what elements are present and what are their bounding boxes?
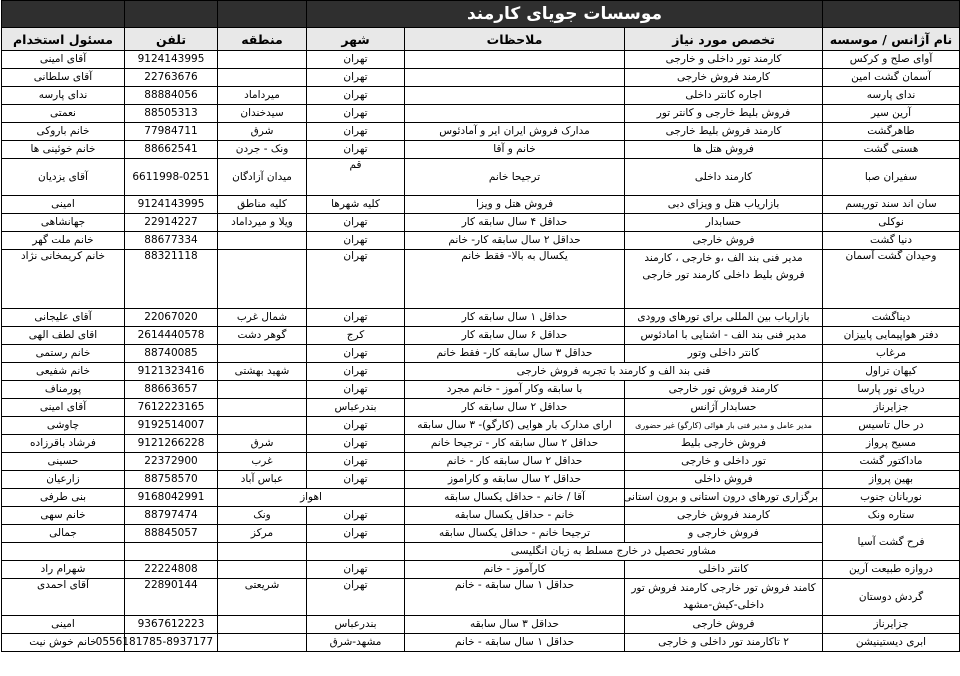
area-cell: شمال غرب <box>218 309 307 327</box>
title-filler-left-3 <box>2 1 125 28</box>
title-row <box>2 1 960 28</box>
agency-cell: دفتر هواپیمایی پاییزان <box>823 327 960 345</box>
table-row <box>2 381 960 399</box>
area-cell: مرکز <box>218 525 307 543</box>
area-cell: میدان آزادگان <box>218 159 307 196</box>
area-cell: عباس آباد <box>218 471 307 489</box>
phone-cell: 88663657 <box>125 381 218 399</box>
phone-cell: 9168042991 <box>125 489 218 507</box>
specialty-cell: کارمند فروش تور خارجی <box>625 381 823 399</box>
table-row <box>2 309 960 327</box>
phone-cell: 9121266228 <box>125 435 218 453</box>
phone-cell: 7612223165 <box>125 399 218 417</box>
area-cell <box>218 250 307 309</box>
phone-cell: 9121323416 <box>125 363 218 381</box>
contact-cell: خانم باروکی <box>2 123 125 141</box>
agency-cell: آسمان گشت امین <box>823 69 960 87</box>
notes-cell: حداقل ۲ سال سابقه کار - ترجیحا خانم <box>405 435 625 453</box>
city-cell: تهران <box>307 525 405 543</box>
contact-cell: آقای یزدیان <box>2 159 125 196</box>
notes-cell: حداقل ۱ سال سابقه کار <box>405 309 625 327</box>
phone-cell: 88740085 <box>125 345 218 363</box>
header-row <box>2 28 960 51</box>
notes-cell <box>405 69 625 87</box>
title-filler-right <box>823 1 960 28</box>
area-cell <box>218 381 307 399</box>
phone-cell: 88321118 <box>125 250 218 309</box>
table-row <box>2 141 960 159</box>
city-cell <box>307 543 405 561</box>
table-row <box>2 579 960 616</box>
agency-cell: دنیا گشت <box>823 232 960 250</box>
city-cell: تهران <box>307 435 405 453</box>
notes-cell: کارآموز - خانم <box>405 561 625 579</box>
area-cell <box>218 417 307 435</box>
city-cell: تهران <box>307 507 405 525</box>
notes-cell: ترجیحا خانم - حداقل یکسال سابقه <box>405 525 625 543</box>
specialty-cell: مدیر عامل و مدیر فنی بار هوائی (کارگو) غیر حضوری <box>625 417 823 435</box>
contact-cell: خانم سهی <box>2 507 125 525</box>
notes-cell: خانم - حداقل یکسال سابقه <box>405 507 625 525</box>
city-cell: بندرعباس <box>307 616 405 634</box>
phone-cell: 88505313 <box>125 105 218 123</box>
phone-cell: 88758570 <box>125 471 218 489</box>
specialty-cell: فروش بلیط خارجی و کانتر تور <box>625 105 823 123</box>
contact-cell: نعمتی <box>2 105 125 123</box>
table-row <box>2 417 960 435</box>
city-cell: بندرعباس <box>307 399 405 417</box>
notes-cell: حداقل ۱ سال سابقه - خانم <box>405 579 625 616</box>
contact-cell: خانم خوش نیت <box>2 634 125 652</box>
city-cell: تهران <box>307 453 405 471</box>
notes-cell: حداقل ۲ سال سابقه کار- خانم <box>405 232 625 250</box>
agency-cell: هستی گشت <box>823 141 960 159</box>
specialty-cell: فروش خارجی بلیط <box>625 435 823 453</box>
area-cell: ویلا و میرداماد <box>218 214 307 232</box>
area-cell: شرق <box>218 123 307 141</box>
phone-cell: 22224808 <box>125 561 218 579</box>
agency-cell: جزایرناز <box>823 616 960 634</box>
notes-cell: حداقل ۱ سال سابقه - خانم <box>405 634 625 652</box>
specialty-cell: تور داخلی و خارجی <box>625 453 823 471</box>
phone-cell: 88845057 <box>125 525 218 543</box>
table-row <box>2 51 960 69</box>
area-cell: غرب <box>218 453 307 471</box>
notes-cell <box>405 87 625 105</box>
notes-cell: حداقل ۳ سال سابقه <box>405 616 625 634</box>
notes-cell: آقا / خانم - حداقل یکسال سابقه <box>405 489 625 507</box>
phone-cell: 22914227 <box>125 214 218 232</box>
table-row <box>2 214 960 232</box>
phone-cell: 9192514007 <box>125 417 218 435</box>
phone-cell: 0556181785-8937177 <box>125 634 218 652</box>
header-agency: نام آژانس / موسسه <box>823 28 960 51</box>
agency-cell: سفیران صبا <box>823 159 960 196</box>
contact-cell: آقای امینی <box>2 399 125 417</box>
phone-cell <box>125 543 218 561</box>
city-cell: تهران <box>307 309 405 327</box>
specialty-cell: برگزاری تورهای درون استانی و برون استانی <box>625 489 823 507</box>
specialty-cell: کانتر داخلی <box>625 561 823 579</box>
area-cell <box>218 543 307 561</box>
contact-cell: آقای احمدی <box>2 579 125 616</box>
notes-cell: ارای مدارک بار هوایی (کارگو)- ۳ سال سابقه <box>405 417 625 435</box>
area-cell <box>218 399 307 417</box>
notes-cell: حداقل ۲ سال سابقه کار - خانم <box>405 453 625 471</box>
table-row <box>2 69 960 87</box>
city-cell: تهران <box>307 561 405 579</box>
header-notes: ملاحظات <box>405 28 625 51</box>
table-row <box>2 123 960 141</box>
specialty-cell: فروش خارجی <box>625 232 823 250</box>
city-cell: اهواز <box>218 489 405 507</box>
city-cell: تهران <box>307 417 405 435</box>
city-cell: کلیه شهرها <box>307 196 405 214</box>
contact-cell: ندای پارسه <box>2 87 125 105</box>
notes-cell: حداقل ۶ سال سابقه کار <box>405 327 625 345</box>
contact-cell: زارعیان <box>2 471 125 489</box>
specialty-cell-extra: مشاور تحصیل در خارج مسلط به زبان انگلیسی <box>405 543 823 561</box>
header-specialty: تخصص مورد نیاز <box>625 28 823 51</box>
contact-cell: جهانشاهی <box>2 214 125 232</box>
title-filler-left-1 <box>218 1 307 28</box>
city-cell: تهران <box>307 214 405 232</box>
area-cell: شریعتی <box>218 579 307 616</box>
table-row <box>2 232 960 250</box>
phone-cell: 88677334 <box>125 232 218 250</box>
notes-cell: مدارک فروش ایران ایر و آمادئوس <box>405 123 625 141</box>
specialty-cell: فنی بند الف و کارمند با تجربه فروش خارجی <box>405 363 823 381</box>
notes-cell: یکسال به بالا- فقط خانم <box>405 250 625 309</box>
city-cell: تهران <box>307 579 405 616</box>
city-cell: تهران <box>307 381 405 399</box>
agency-cell: طاهرگشت <box>823 123 960 141</box>
city-cell: تهران <box>307 345 405 363</box>
agency-cell: آرین سیر <box>823 105 960 123</box>
city-cell: قم <box>307 159 405 196</box>
table-row <box>2 525 960 543</box>
table-row <box>2 250 960 309</box>
contact-cell: آقای سلطانی <box>2 69 125 87</box>
contact-cell: اقای لطف الهی <box>2 327 125 345</box>
agency-cell: دریای نور پارسا <box>823 381 960 399</box>
notes-cell: حداقل ۳ سال سابقه کار- فقط خانم <box>405 345 625 363</box>
agency-cell: فرح گشت آسیا <box>823 525 960 561</box>
phone-cell: 22067020 <box>125 309 218 327</box>
phone-cell: 9124143995 <box>125 51 218 69</box>
contact-cell: امینی <box>2 196 125 214</box>
recruitment-table <box>1 0 960 652</box>
specialty-cell: مدیر فنی بند الف - اشنایی با امادئوس <box>625 327 823 345</box>
header-contact: مسئول استخدام <box>2 28 125 51</box>
contact-cell: حسینی <box>2 453 125 471</box>
table-row <box>2 471 960 489</box>
specialty-cell: فروش داخلی <box>625 471 823 489</box>
agency-cell: ندای پارسه <box>823 87 960 105</box>
area-cell: ونک - جردن <box>218 141 307 159</box>
table-row <box>2 489 960 507</box>
specialty-cell: فروش خارجی و <box>625 525 823 543</box>
phone-cell: 22890144 <box>125 579 218 616</box>
agency-cell: ستاره ونک <box>823 507 960 525</box>
agency-cell: ابری دیستینیشن <box>823 634 960 652</box>
specialty-cell: فروش هتل ها <box>625 141 823 159</box>
area-cell: سیدخندان <box>218 105 307 123</box>
specialty-cell: اجاره کانتر داخلی <box>625 87 823 105</box>
city-cell: تهران <box>307 471 405 489</box>
area-cell <box>218 69 307 87</box>
header-phone: تلفن <box>125 28 218 51</box>
contact-cell: بنی طرفی <box>2 489 125 507</box>
notes-cell: خانم و آقا <box>405 141 625 159</box>
area-cell <box>218 51 307 69</box>
table-row <box>2 87 960 105</box>
city-cell: تهران <box>307 87 405 105</box>
specialty-cell: کارمند تور داخلی و خارجی <box>625 51 823 69</box>
city-cell: تهران <box>307 141 405 159</box>
city-cell: تهران <box>307 105 405 123</box>
phone-cell: 77984711 <box>125 123 218 141</box>
notes-cell <box>405 105 625 123</box>
specialty-cell: حسابدار <box>625 214 823 232</box>
area-cell: گوهر دشت <box>218 327 307 345</box>
table-row <box>2 634 960 652</box>
specialty-cell: ۲ تاکارمند تور داخلی و خارجی <box>625 634 823 652</box>
agency-cell: نوکلی <box>823 214 960 232</box>
agency-cell: سان اند سند توریسم <box>823 196 960 214</box>
notes-cell: فروش هتل و ویزا <box>405 196 625 214</box>
table-row <box>2 196 960 214</box>
notes-cell: حداقل ۲ سال سابقه و کاراموز <box>405 471 625 489</box>
agency-cell: دیناگشت <box>823 309 960 327</box>
agency-cell: گردش دوستان <box>823 579 960 616</box>
notes-cell: حداقل ۲ سال سابقه کار <box>405 399 625 417</box>
table-row <box>2 159 960 196</box>
header-city: شهر <box>307 28 405 51</box>
city-cell: تهران <box>307 69 405 87</box>
phone-cell: 88797474 <box>125 507 218 525</box>
table-row <box>2 561 960 579</box>
area-cell <box>218 616 307 634</box>
specialty-cell: کارمند فروش بلیط خارجی <box>625 123 823 141</box>
table-row <box>2 105 960 123</box>
specialty-cell: کارمند داخلی <box>625 159 823 196</box>
table-row <box>2 507 960 525</box>
agency-cell: مسیح پرواز <box>823 435 960 453</box>
table-row-continuation <box>2 543 960 561</box>
table-row <box>2 399 960 417</box>
agency-cell: نوربانان جنوب <box>823 489 960 507</box>
specialty-cell: کارمند فروش خارجی <box>625 69 823 87</box>
title-filler-left-2 <box>125 1 218 28</box>
area-cell <box>218 634 307 652</box>
specialty-cell: کانتر داخلی وتور <box>625 345 823 363</box>
notes-cell: با سابقه وکار آموز - خانم مجرد <box>405 381 625 399</box>
phone-cell: 6611998-0251 <box>125 159 218 196</box>
agency-cell: دروازه طبیعت آرین <box>823 561 960 579</box>
city-cell: تهران <box>307 363 405 381</box>
phone-cell: 22763676 <box>125 69 218 87</box>
contact-cell: امینی <box>2 616 125 634</box>
agency-cell: ماداکتور گشت <box>823 453 960 471</box>
area-cell: ونک <box>218 507 307 525</box>
phone-cell: 88884056 <box>125 87 218 105</box>
area-cell <box>218 345 307 363</box>
specialty-cell: مدیر فنی بند الف ،و خارجی ، کارمند فروش بلیط داخلی کارمند تور خارجی <box>625 250 823 309</box>
phone-cell: 22372900 <box>125 453 218 471</box>
area-cell: شرق <box>218 435 307 453</box>
city-cell: مشهد-شرق <box>307 634 405 652</box>
table-row <box>2 435 960 453</box>
area-cell <box>218 232 307 250</box>
notes-cell: حداقل ۴ سال سابقه کار <box>405 214 625 232</box>
agency-cell: آوای صلح و کرکس <box>823 51 960 69</box>
contact-cell: شهرام راد <box>2 561 125 579</box>
contact-cell: آقای امینی <box>2 51 125 69</box>
city-cell: تهران <box>307 51 405 69</box>
contact-cell: خانم خوئینی ها <box>2 141 125 159</box>
header-area: منطقه <box>218 28 307 51</box>
contact-cell <box>2 543 125 561</box>
contact-cell: فرشاد باقرزاده <box>2 435 125 453</box>
agency-cell: بهین پرواز <box>823 471 960 489</box>
notes-cell: ترجیحا خانم <box>405 159 625 196</box>
specialty-cell: کامند فروش تور خارجی کارمند فروش تور داخلی-کیش-مشهد <box>625 579 823 616</box>
table-row <box>2 363 960 381</box>
specialty-cell: بازاریاب هتل و ویزای دبی <box>625 196 823 214</box>
specialty-cell: حسابدار آژانس <box>625 399 823 417</box>
specialty-cell: کارمند فروش خارجی <box>625 507 823 525</box>
contact-cell: جمالی <box>2 525 125 543</box>
contact-cell: خانم کریمخانی نژاد <box>2 250 125 309</box>
table-row <box>2 345 960 363</box>
phone-cell: 9367612223 <box>125 616 218 634</box>
specialty-cell: بازاریاب بین المللی برای تورهای ورودی <box>625 309 823 327</box>
area-cell: میرداماد <box>218 87 307 105</box>
agency-cell: کیهان تراول <box>823 363 960 381</box>
phone-cell: 9124143995 <box>125 196 218 214</box>
area-cell: کلیه مناطق <box>218 196 307 214</box>
city-cell: کرج <box>307 327 405 345</box>
area-cell <box>218 561 307 579</box>
table-row <box>2 453 960 471</box>
phone-cell: 2614440578 <box>125 327 218 345</box>
contact-cell: خانم شفیعی <box>2 363 125 381</box>
notes-cell <box>405 51 625 69</box>
specialty-cell: فروش خارجی <box>625 616 823 634</box>
agency-cell: وحیدان گشت آسمان <box>823 250 960 309</box>
city-cell: تهران <box>307 250 405 309</box>
contact-cell: خانم رستمی <box>2 345 125 363</box>
agency-cell: جزایرناز <box>823 399 960 417</box>
agency-cell: در حال تاسیس <box>823 417 960 435</box>
contact-cell: چاوشی <box>2 417 125 435</box>
city-cell: تهران <box>307 232 405 250</box>
table-row <box>2 616 960 634</box>
contact-cell: آقای علیجانی <box>2 309 125 327</box>
phone-cell: 88662541 <box>125 141 218 159</box>
contact-cell: پورمناف <box>2 381 125 399</box>
city-cell: تهران <box>307 123 405 141</box>
page-title: موسسات جویای کارمند <box>307 1 823 28</box>
table-row <box>2 327 960 345</box>
area-cell: شهید بهشتی <box>218 363 307 381</box>
agency-cell: مرغاب <box>823 345 960 363</box>
contact-cell: خانم ملت گهر <box>2 232 125 250</box>
